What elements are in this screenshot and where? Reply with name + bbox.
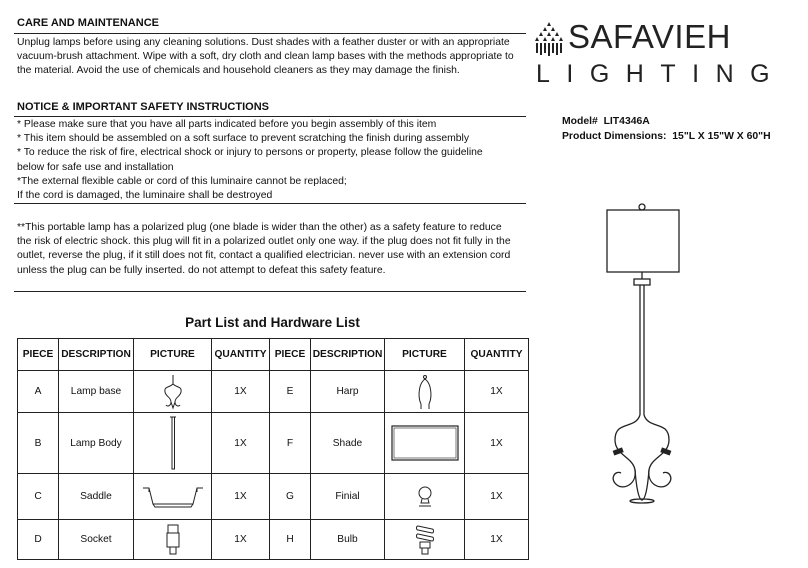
description-cell: Lamp Body bbox=[59, 413, 134, 474]
quantity-cell: 1X bbox=[212, 520, 270, 560]
piece-cell: H bbox=[270, 520, 311, 560]
safety-text bbox=[17, 118, 537, 203]
quantity-cell: 1X bbox=[465, 371, 529, 413]
table-row bbox=[18, 474, 529, 520]
quantity-cell: 1X bbox=[212, 474, 270, 520]
description-cell: Socket bbox=[59, 520, 134, 560]
description-cell: Finial bbox=[311, 474, 385, 520]
care-line: the material. Avoid the use of chemicals and household cleaners as they may damage the finish. bbox=[17, 65, 460, 77]
table-row bbox=[18, 413, 529, 474]
quantity-cell: 1X bbox=[465, 474, 529, 520]
safety-line: * Please make sure that you have all parts indicated before you begin assembly of this item bbox=[17, 119, 437, 130]
logo-sub: LIGHTING bbox=[536, 60, 787, 88]
header-cell: DESCRIPTION bbox=[59, 339, 134, 371]
dims-label: Product Dimensions: bbox=[562, 131, 667, 142]
safety-line: * This item should be assembled on a soft surface to prevent scratching the finish during assembly bbox=[17, 133, 470, 145]
description-cell: Lamp base bbox=[59, 371, 134, 413]
picture-cell bbox=[134, 520, 212, 560]
plug-line: outlet, reverse the plug, if it still does not fit, contact a qualified electrician. never use with an extension cord bbox=[17, 250, 511, 262]
picture-cell bbox=[385, 371, 465, 413]
header-cell: DESCRIPTION bbox=[311, 339, 385, 371]
piece-cell: G bbox=[270, 474, 311, 520]
model-value: LIT4346A bbox=[603, 116, 650, 127]
header-cell: PICTURE bbox=[134, 339, 212, 371]
safety-line: If the cord is damaged, the luminaire shall be destroyed bbox=[17, 190, 273, 202]
quantity-cell: 1X bbox=[212, 371, 270, 413]
plug-text bbox=[17, 221, 537, 278]
model-info bbox=[562, 114, 771, 144]
piece-cell: E bbox=[270, 371, 311, 413]
safety-line: *The external flexible cable or cord of this luminaire cannot be replaced; bbox=[17, 175, 347, 187]
shade-icon bbox=[389, 423, 461, 463]
safety-line: * To reduce the risk of fire, electrical shock or injury to persons or property, please follow the guideline bbox=[17, 147, 483, 159]
care-line: vacuum-brush attachment. Wipe with a soft, dry cloth and clean lamp bases with the methods appropriate to bbox=[17, 51, 514, 63]
model-label: Model# bbox=[562, 116, 598, 127]
piece-cell: B bbox=[18, 413, 59, 474]
lamp-body-icon bbox=[165, 415, 181, 471]
header-cell: PIECE bbox=[270, 339, 311, 371]
bulb-icon bbox=[414, 523, 436, 557]
piece-cell: F bbox=[270, 413, 311, 474]
header-cell: QUANTITY bbox=[212, 339, 270, 371]
picture-cell bbox=[385, 474, 465, 520]
plug-line: unless the plug can be fully inserted. do not attempt to defeat this safety feature. bbox=[17, 264, 386, 276]
quantity-cell: 1X bbox=[212, 413, 270, 474]
divider bbox=[14, 116, 526, 117]
plug-line: the risk of electric shock. this plug will fit in a polarized outlet only one way. if the plug does not fit fully in the bbox=[17, 236, 511, 248]
picture-cell bbox=[134, 474, 212, 520]
divider bbox=[14, 291, 526, 292]
picture-cell bbox=[385, 520, 465, 560]
finial-icon bbox=[416, 484, 434, 510]
table-header-row bbox=[18, 339, 529, 371]
socket-icon bbox=[165, 523, 181, 557]
care-line: Unplug lamps before using any cleaning solutions. Dust shades with a feather duster or with an appropriate bbox=[17, 37, 510, 48]
parts-title: Part List and Hardware List bbox=[185, 315, 360, 330]
divider bbox=[14, 33, 526, 34]
saddle-icon bbox=[141, 484, 205, 510]
piece-cell: A bbox=[18, 371, 59, 413]
description-cell: Bulb bbox=[311, 520, 385, 560]
logo-brand: SAFAVIEH bbox=[568, 18, 731, 55]
picture-cell bbox=[134, 371, 212, 413]
picture-cell bbox=[134, 413, 212, 474]
piece-cell: C bbox=[18, 474, 59, 520]
plug-line: **This portable lamp has a polarized plug (one blade is wider than the other) as a safety feature to reduce bbox=[17, 222, 502, 233]
safety-title: NOTICE & IMPORTANT SAFETY INSTRUCTIONS bbox=[17, 101, 269, 113]
divider bbox=[14, 203, 526, 204]
care-title: CARE AND MAINTENANCE bbox=[17, 17, 159, 29]
header-cell: PICTURE bbox=[385, 339, 465, 371]
dims-value: 15"L X 15"W X 60"H bbox=[672, 131, 771, 142]
quantity-cell: 1X bbox=[465, 520, 529, 560]
picture-cell bbox=[385, 413, 465, 474]
quantity-cell: 1X bbox=[465, 413, 529, 474]
lamp-base-icon bbox=[161, 374, 185, 410]
parts-table bbox=[17, 338, 529, 560]
care-text bbox=[17, 36, 537, 79]
piece-cell: D bbox=[18, 520, 59, 560]
chandelier-icon bbox=[534, 22, 564, 56]
table-row bbox=[18, 520, 529, 560]
safety-line: below for safe use and installation bbox=[17, 161, 174, 173]
description-cell: Harp bbox=[311, 371, 385, 413]
description-cell: Saddle bbox=[59, 474, 134, 520]
table-row bbox=[18, 371, 529, 413]
description-cell: Shade bbox=[311, 413, 385, 474]
floor-lamp-illustration bbox=[585, 195, 715, 515]
header-cell: QUANTITY bbox=[465, 339, 529, 371]
harp-icon bbox=[415, 374, 435, 410]
header-cell: PIECE bbox=[18, 339, 59, 371]
safavieh-logo bbox=[534, 18, 787, 88]
